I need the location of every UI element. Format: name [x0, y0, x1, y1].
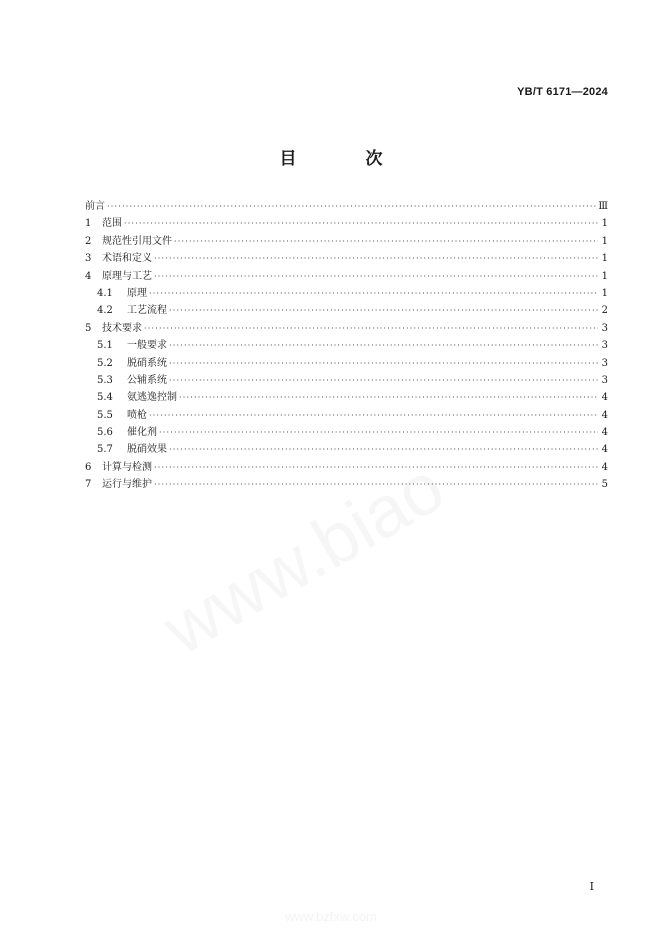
toc-entry-label: 一般要求 [127, 340, 167, 352]
page-title: 目 次 [279, 149, 409, 169]
toc-entry-number: 5 [85, 322, 92, 334]
toc-entry-label: 范围 [102, 218, 122, 230]
toc-entry-label: 规范性引用文件 [102, 235, 172, 247]
toc-entry-number: 7 [85, 479, 92, 491]
toc-entry[interactable] [85, 372, 608, 389]
dot-leader [169, 337, 598, 354]
toc-entry-number: 5.2 [97, 357, 113, 369]
toc-entry-label: 工艺流程 [127, 305, 167, 317]
toc-entry-page: 3 [601, 322, 608, 334]
standard-code: YB/T 6171—2024 [517, 86, 608, 98]
toc-entry[interactable] [85, 250, 608, 267]
dot-leader [154, 250, 598, 267]
toc-entry-label: 原理与工艺 [102, 270, 152, 282]
dot-leader [169, 355, 598, 372]
toc-entry-page: 1 [601, 218, 608, 230]
toc-entry-number: 4.1 [97, 287, 113, 299]
toc-entry[interactable] [85, 285, 608, 302]
toc-entry-label: 运行与维护 [102, 479, 152, 491]
dot-leader [149, 285, 598, 302]
toc-entry-number: 6 [85, 461, 92, 473]
toc-entry-number: 3 [85, 253, 92, 265]
toc-entry-page: 1 [601, 253, 608, 265]
dot-leader [169, 372, 598, 389]
toc-entry-label: 脱硝系统 [127, 357, 167, 369]
toc-entry[interactable] [85, 355, 608, 372]
toc-entry-page: Ⅲ [598, 201, 608, 212]
toc-entry-number: 5.1 [97, 340, 113, 352]
toc-entry-number: 5.4 [97, 392, 113, 404]
toc-entry[interactable] [85, 459, 608, 476]
toc-entry[interactable] [85, 233, 608, 250]
toc-entry-page: 3 [601, 357, 608, 369]
toc-entry-label: 公辅系统 [127, 374, 167, 386]
dot-leader [159, 424, 598, 441]
toc-entry-number: 5.5 [97, 409, 113, 421]
toc-entry[interactable] [85, 407, 608, 424]
toc-entry[interactable] [85, 320, 608, 337]
toc-entry-label: 术语和定义 [102, 253, 152, 265]
toc-entry-page: 1 [601, 235, 608, 247]
toc-entry-number: 5.6 [97, 427, 113, 439]
dot-leader [154, 268, 598, 285]
toc-entry[interactable] [85, 337, 608, 354]
toc-entry-label: 脱硝效果 [127, 444, 167, 456]
toc-entry-page: 2 [601, 305, 608, 317]
toc-entry-page: 4 [601, 461, 608, 473]
footer-watermark: www.bzfxw.com [285, 909, 377, 924]
toc-entry[interactable] [85, 441, 608, 458]
table-of-contents [85, 198, 608, 494]
toc-entry[interactable] [85, 268, 608, 285]
dot-leader [107, 198, 596, 215]
toc-entry-page: 5 [601, 479, 608, 491]
toc-entry-number: 5.3 [97, 374, 113, 386]
toc-entry-number: 1 [85, 218, 92, 230]
dot-leader [124, 215, 598, 232]
dot-leader [144, 320, 598, 337]
toc-entry-number: 4 [85, 270, 92, 282]
dot-leader [149, 407, 598, 424]
toc-entry-page: 1 [601, 270, 608, 282]
toc-entry-label: 氨逃逸控制 [127, 392, 177, 404]
dot-leader [174, 233, 598, 250]
toc-entry-label: 技术要求 [102, 322, 142, 334]
dot-leader [169, 302, 598, 319]
toc-entry-page: 1 [601, 287, 608, 299]
toc-entry-page: 4 [601, 392, 608, 404]
toc-entry[interactable] [85, 198, 608, 215]
toc-entry-number: 4.2 [97, 305, 113, 317]
toc-entry-page: 3 [601, 340, 608, 352]
toc-entry-number: 5.7 [97, 444, 113, 456]
toc-entry-number: 2 [85, 235, 92, 247]
toc-entry-page: 4 [601, 444, 608, 456]
toc-entry-label: 计算与检测 [102, 461, 152, 473]
toc-entry-label: 前言 [85, 201, 105, 212]
page-number: Ⅰ [589, 880, 594, 893]
toc-entry[interactable] [85, 389, 608, 406]
toc-entry[interactable] [85, 302, 608, 319]
toc-entry-label: 原理 [127, 287, 147, 299]
dot-leader [169, 441, 598, 458]
toc-entry-page: 4 [601, 427, 608, 439]
toc-entry-page: 4 [601, 409, 608, 421]
toc-entry-page: 3 [601, 374, 608, 386]
toc-entry-label: 催化剂 [127, 427, 157, 439]
dot-leader [179, 389, 598, 406]
toc-entry-label: 喷枪 [127, 409, 147, 421]
toc-entry[interactable] [85, 424, 608, 441]
toc-entry[interactable] [85, 215, 608, 232]
